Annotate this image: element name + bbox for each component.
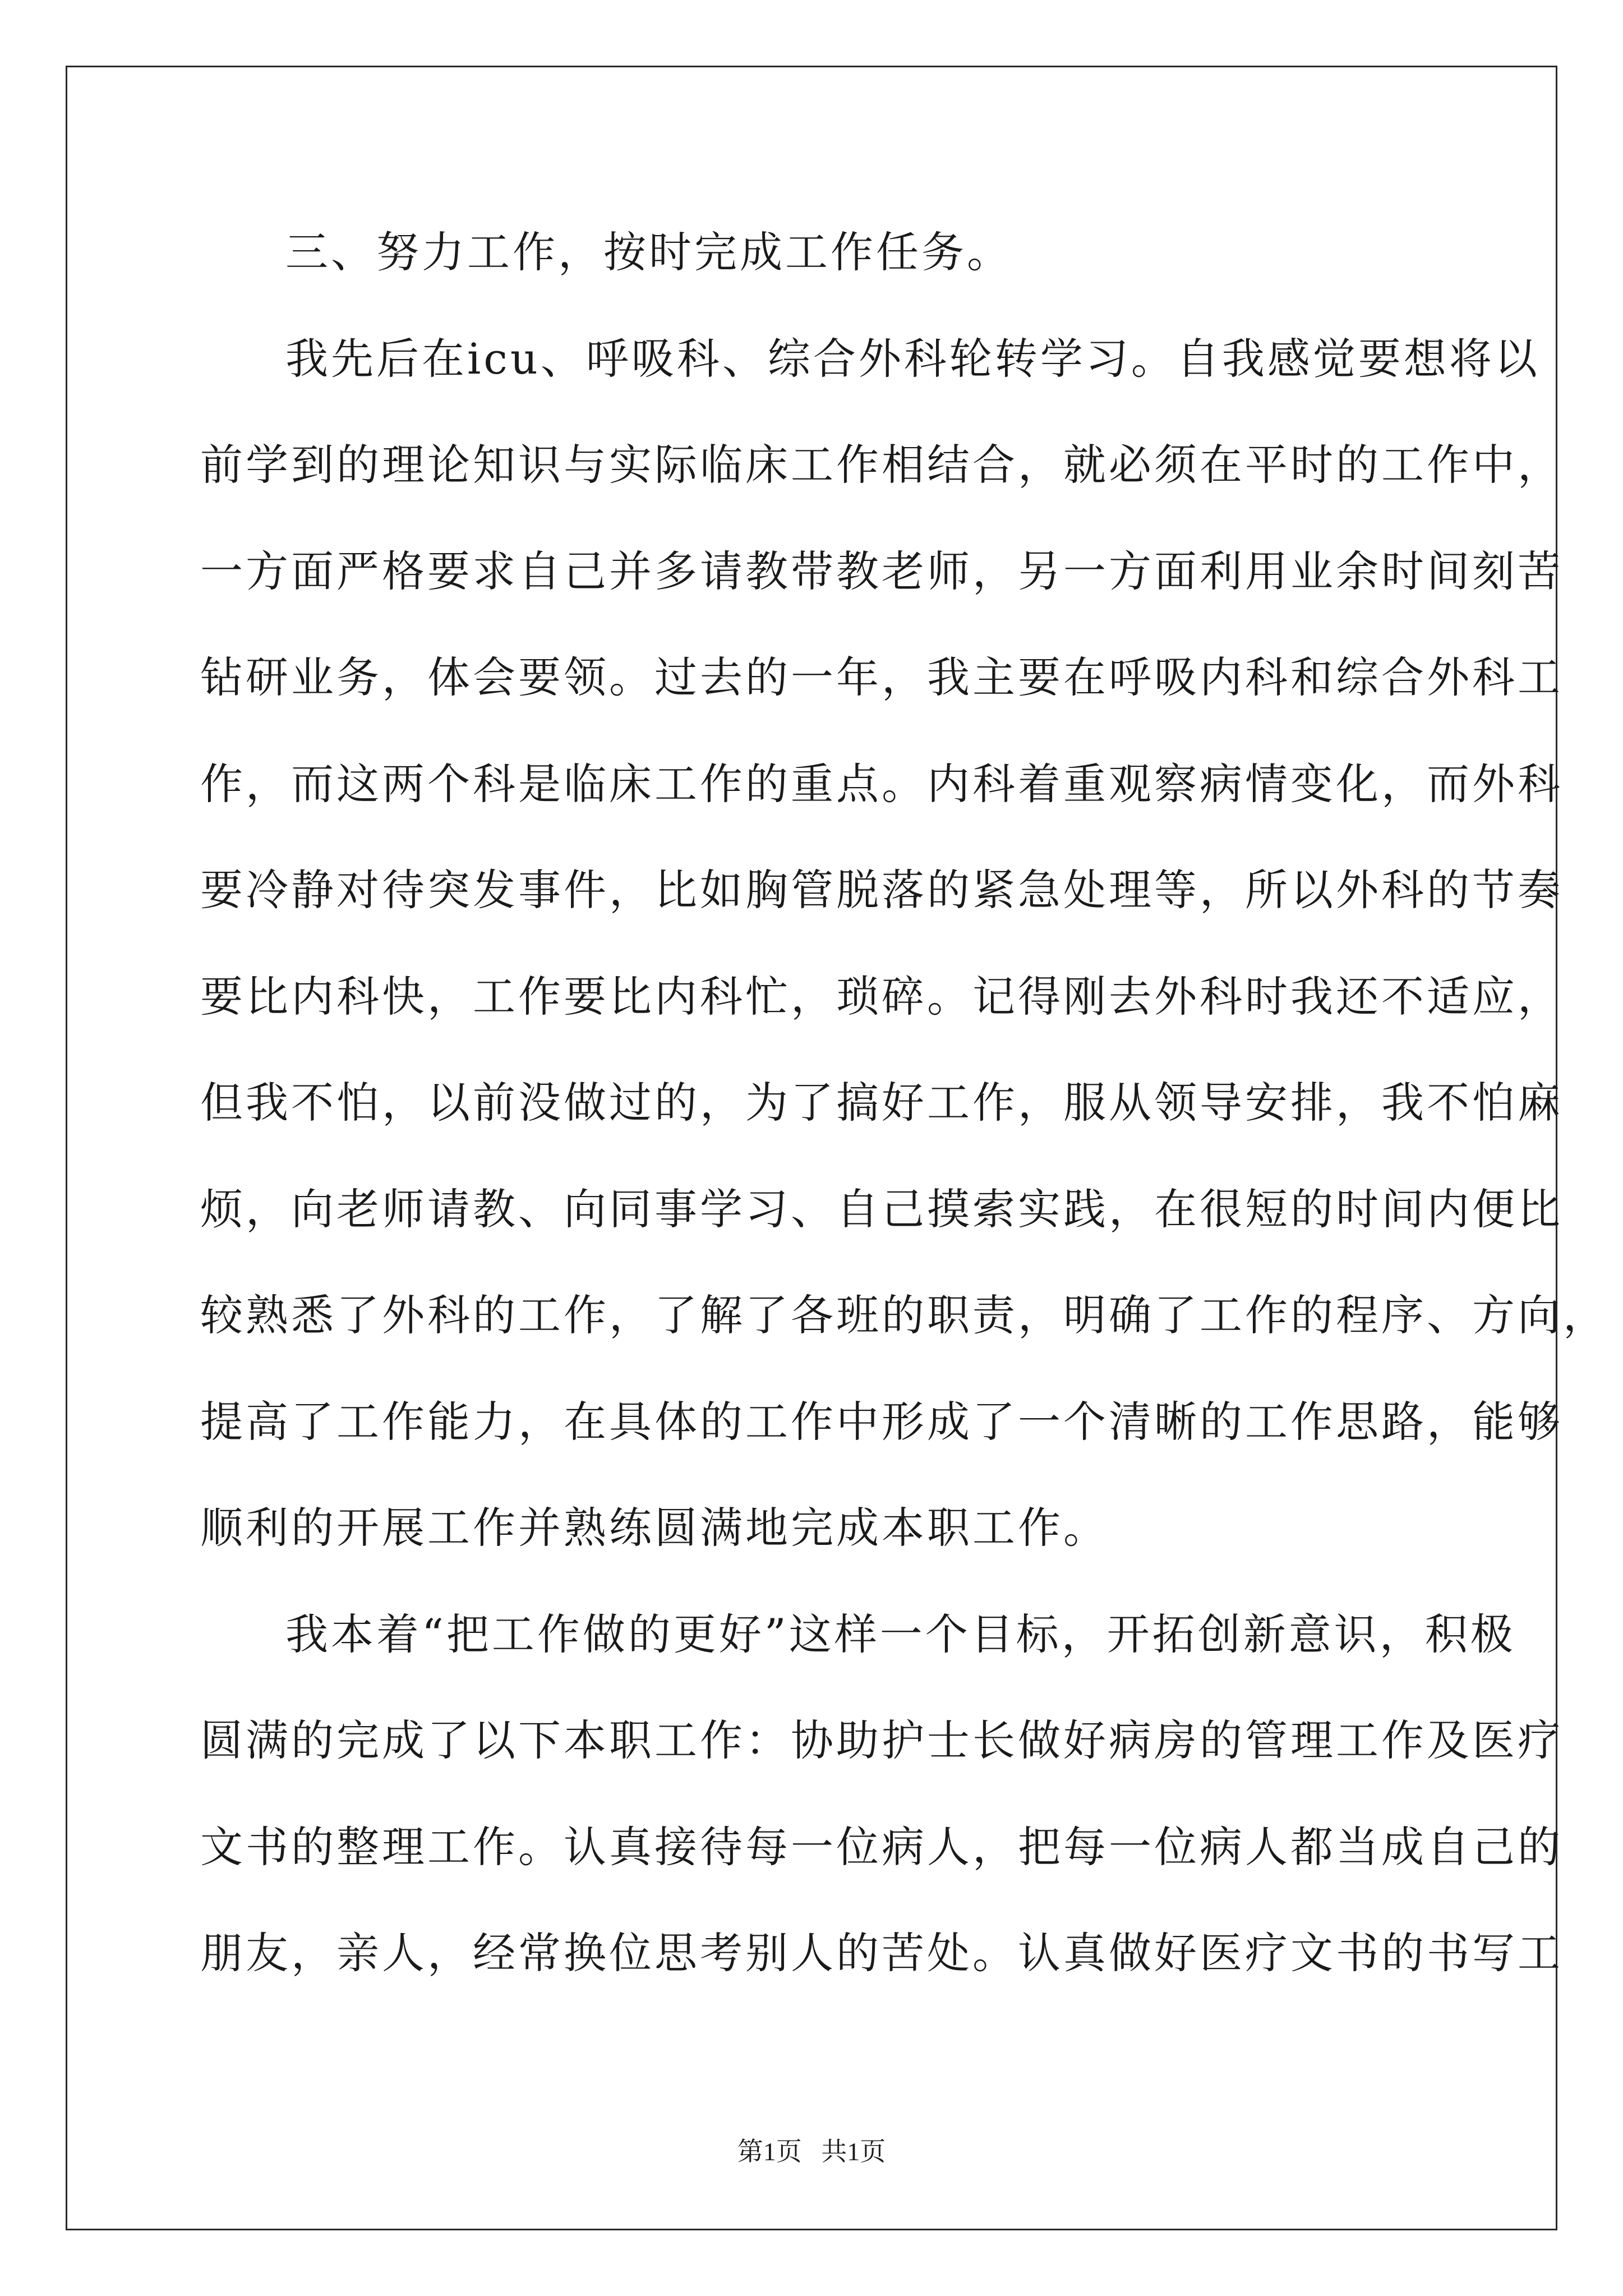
paragraph-line: 前学到的理论知识与实际临床工作相结合，就必须在平时的工作中， — [200, 440, 1563, 490]
paragraph-line: 圆满的完成了以下本职工作：协助护士长做好病房的管理工作及医疗 — [200, 1715, 1563, 1765]
page-footer: 第1页 共1页 — [737, 2137, 886, 2166]
paragraph-line: 要冷静对待突发事件，比如胸管脱落的紧急处理等，所以外科的节奏 — [200, 865, 1563, 915]
paragraph-line: 一方面严格要求自己并多请教带教老师，另一方面利用业余时间刻苦 — [200, 546, 1563, 596]
document-body — [200, 199, 1608, 2007]
paragraph-line: 我先后在icu、呼吸科、综合外科轮转学习。自我感觉要想将以 — [285, 333, 1540, 384]
paragraph-line: 文书的整理工作。认真接待每一位病人，把每一位病人都当成自己的 — [200, 1821, 1563, 1872]
paragraph-line: 钻研业务，体会要领。过去的一年，我主要在呼吸内科和综合外科工 — [200, 652, 1563, 702]
paragraph-line: 但我不怕，以前没做过的，为了搞好工作，服从领导安排，我不怕麻 — [200, 1078, 1563, 1128]
paragraph-line: 提高了工作能力，在具体的工作中形成了一个清晰的工作思路，能够 — [200, 1396, 1563, 1447]
paragraph-line: 顺利的开展工作并熟练圆满地完成本职工作。 — [200, 1503, 1109, 1553]
paragraph-line: 烦，向老师请教、向同事学习、自己摸索实践，在很短的时间内便比 — [200, 1184, 1563, 1234]
paragraph-line: 要比内科快，工作要比内科忙，琐碎。记得刚去外科时我还不适应， — [200, 971, 1563, 1022]
paragraph-line: 我本着“把工作做的更好”这样一个目标，开拓创新意识，积极 — [285, 1609, 1516, 1659]
paragraph-line: 较熟悉了外科的工作，了解了各班的职责，明确了工作的程序、方向， — [200, 1290, 1608, 1340]
paragraph-line: 朋友，亲人，经常换位思考别人的苦处。认真做好医疗文书的书写工 — [200, 1928, 1563, 1978]
section-heading: 三、努力工作，按时完成工作任务。 — [285, 227, 1012, 277]
paragraph-line: 作，而这两个科是临床工作的重点。内科着重观察病情变化，而外科 — [200, 758, 1563, 809]
